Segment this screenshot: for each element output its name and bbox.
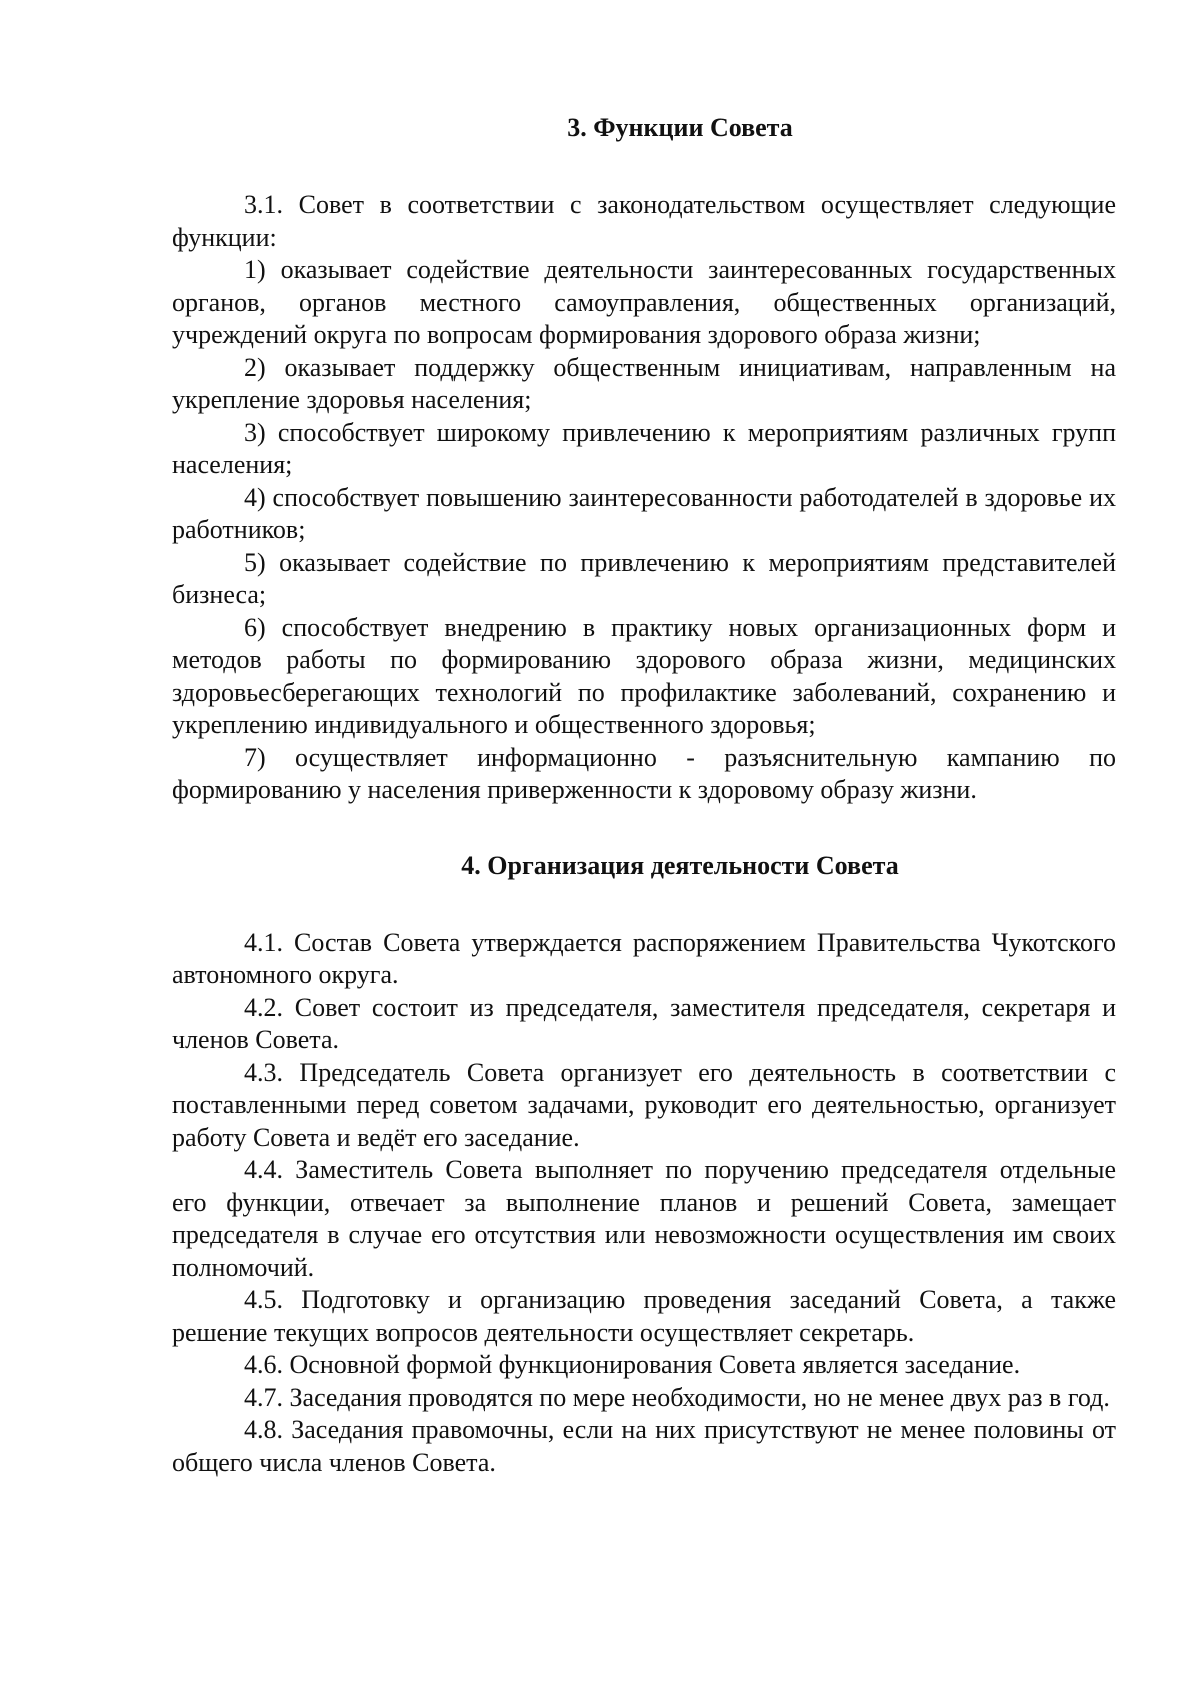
section-4-body <box>172 927 1116 1480</box>
list-item-3-1-6: 6) способствует внедрению в практику новых организационных форм и методов работы по формированию здорового образа жизни, медицинских здоровьесберегающих технологий по профилактике заболеваний, сохранению и укреплению индивидуального и общественного здоровья; <box>172 612 1116 739</box>
list-item-3-1-1: 1) оказывает содействие деятельности заинтересованных государственных органов, органов местного самоуправления, общественных организаций, учреждений округа по вопросам формирования здорового образа жизни; <box>172 255 1116 349</box>
paragraph-4-6: 4.6. Основной формой функционирования Совета является заседание. <box>244 1350 1021 1379</box>
section-3-heading: 3. Функции Совета <box>567 113 793 142</box>
section-4-heading: 4. Организация деятельности Совета <box>461 850 899 880</box>
paragraph-4-3: 4.3. Председатель Совета организует его деятельность в соответствии с поставленными перед советом задачами, руководит его деятельностью, организует работу Совета и ведёт его заседание. <box>172 1057 1116 1152</box>
section-3-body <box>172 189 1116 807</box>
paragraph-4-7: 4.7. Заседания проводятся по мере необходимости, но не менее двух раз в год. <box>244 1382 1110 1412</box>
paragraph-4-1: 4.1. Состав Совета утверждается распоряжением Правительства Чукотского автономного округа. <box>172 927 1116 989</box>
paragraph-4-4: 4.4. Заместитель Совета выполняет по поручению председателя отдельные его функции, отвечает за выполнение планов и решений Совета, замещает председателя в случае его отсутствия или невозможности осуществления им своих полномочий. <box>172 1155 1116 1282</box>
paragraph-4-2: 4.2. Совет состоит из председателя, заместителя председателя, секретаря и членов Совета. <box>172 992 1116 1054</box>
list-item-3-1-3: 3) способствует широкому привлечению к мероприятиям различных групп населения; <box>172 417 1116 479</box>
paragraph-3-1: 3.1. Совет в соответствии с законодательством осуществляет следующие функции: <box>172 190 1116 252</box>
paragraph-4-8: 4.8. Заседания правомочны, если на них присутствуют не менее половины от общего числа членов Совета. <box>172 1415 1116 1477</box>
paragraph-4-5: 4.5. Подготовку и организацию проведения заседаний Совета, а также решение текущих вопросов деятельности осуществляет секретарь. <box>172 1285 1116 1347</box>
list-item-3-1-2: 2) оказывает поддержку общественным инициативам, направленным на укрепление здоровья населения; <box>172 352 1116 414</box>
document-body <box>172 112 1116 1479</box>
list-item-3-1-4: 4) способствует повышению заинтересованности работодателей в здоровье их работников; <box>172 482 1116 544</box>
list-item-3-1-7: 7) осуществляет информационно - разъяснительную кампанию по формированию у населения приверженности к здоровому образу жизни. <box>172 742 1116 804</box>
list-item-3-1-5: 5) оказывает содействие по привлечению к мероприятиям представителей бизнеса; <box>172 547 1116 609</box>
